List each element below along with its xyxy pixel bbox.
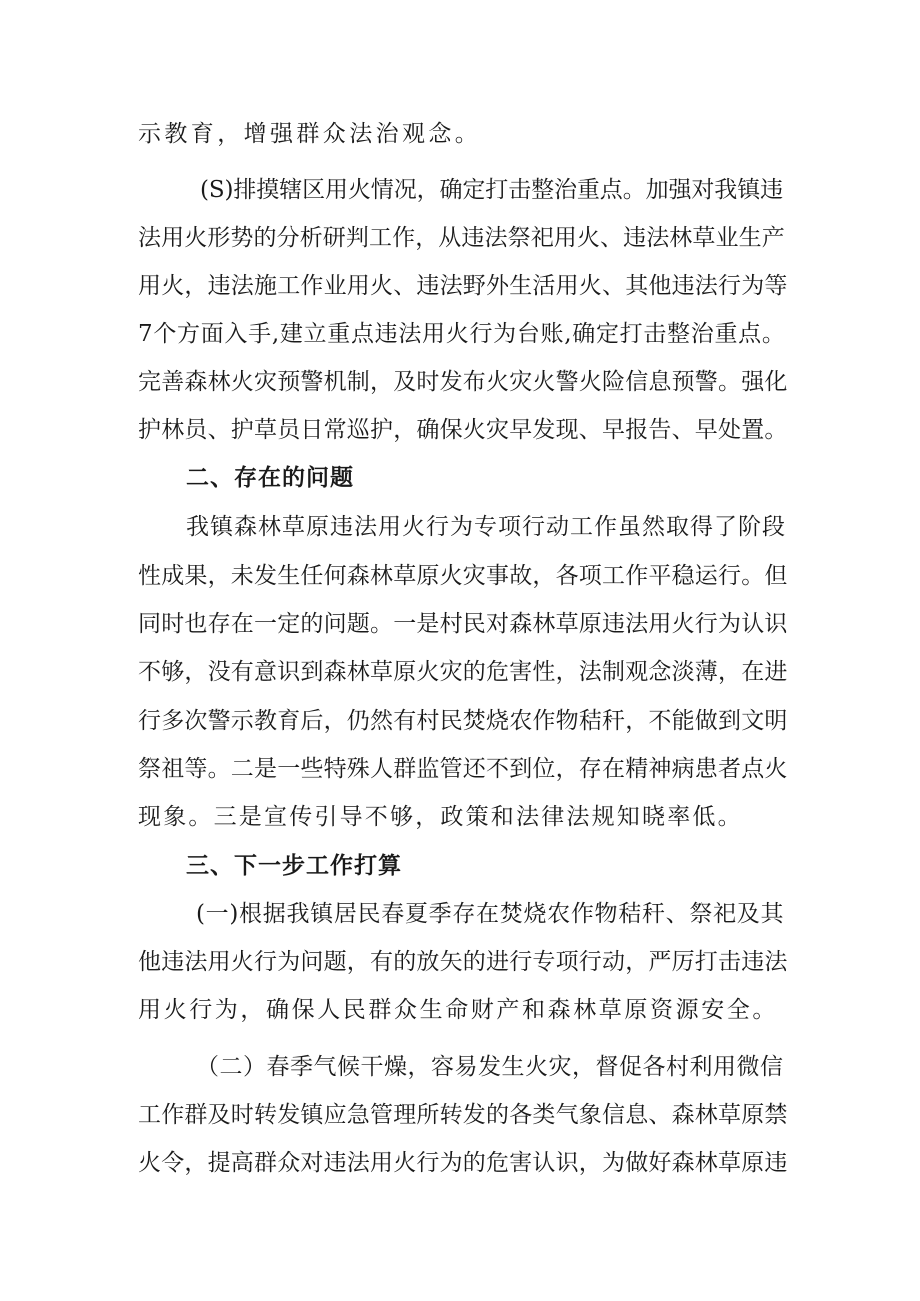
paragraph-line: 我镇森林草原违法用火行为专项行动工作虽然取得了阶段 (186, 514, 786, 540)
paragraph-line: 完善森林火灾预警机制，及时发布火灾火警火险信息预警。强化 (138, 369, 788, 395)
paragraph-line: 不够，没有意识到森林草原火灾的危害性，法制观念淡薄，在进 (138, 659, 788, 685)
paragraph-line: 性成果，未发生任何森林草原火灾事故，各项工作平稳运行。但 (138, 563, 788, 589)
section-heading: 二、存在的问题 (186, 465, 354, 491)
paragraph-line: 火令，提高群众对违法用火行为的危害认识，为做好森林草原违 (138, 1150, 788, 1176)
paragraph-line: 示教育，增强群众法治观念。 (138, 121, 482, 147)
paragraph-line: 用火，违法施工作业用火、违法野外生活用火、其他违法行为等 (138, 273, 788, 299)
paragraph-line: 祭祖等。二是一些特殊人群监管还不到位，存在精神病患者点火 (138, 756, 788, 782)
paragraph-line: (一)根据我镇居民春夏季存在焚烧农作物秸秆、祭祀及其 (196, 901, 785, 927)
paragraph-line: 护林员、护草员日常巡护，确保火灾早发现、早报告、早处置。 (138, 417, 788, 443)
paragraph-line: 用火行为，确保人民群众生命财产和森林草原资源安全。 (138, 997, 778, 1023)
section-heading: 三、下一步工作打算 (186, 853, 402, 879)
paragraph-line: 7个方面入手,建立重点违法用火行为台账,确定打击整治重点。 (138, 321, 786, 347)
paragraph-line: 同时也存在一定的问题。一是村民对森林草原违法用火行为认识 (138, 611, 788, 637)
paragraph-line: 现象。三是宣传引导不够，政策和法律法规知晓率低。 (138, 804, 743, 830)
paragraph-line: 法用火形势的分析研判工作，从违法祭祀用火、违法林草业生产 (138, 225, 785, 251)
paragraph-line: 工作群及时转发镇应急管理所转发的各类气象信息、森林草原禁 (138, 1102, 788, 1128)
paragraph-line: (S)排摸辖区用火情况，确定打击整治重点。加强对我镇违 (200, 177, 784, 203)
paragraph-line: 行多次警示教育后，仍然有村民焚烧农作物秸秆，不能做到文明 (138, 708, 788, 734)
paragraph-line: 他违法用火行为问题，有的放矢的进行专项行动，严厉打击违法 (138, 949, 788, 975)
paragraph-line: （二）春季气候干燥，容易发生火灾，督促各村利用微信 (196, 1054, 784, 1080)
